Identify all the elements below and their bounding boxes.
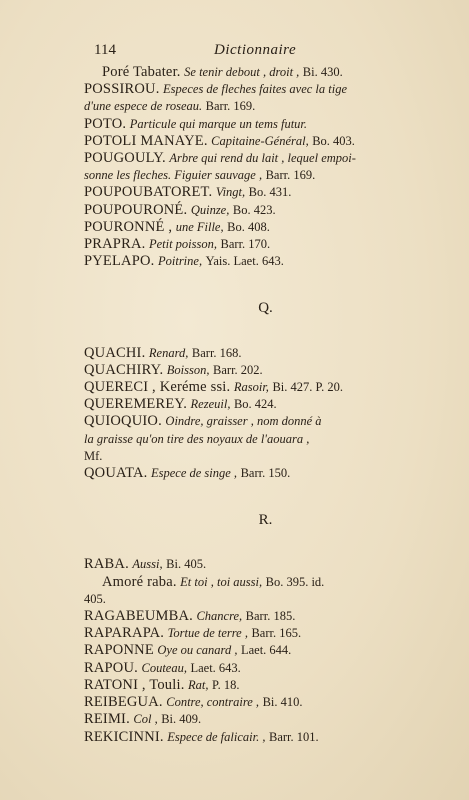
headword: POUGOULY. <box>84 150 166 167</box>
source-reference: Barr. 165. <box>251 626 302 641</box>
definition: Arbre qui rend du lait , lequel empoi- <box>169 151 356 166</box>
dictionary-entry <box>84 729 447 746</box>
definition: Petit poisson, <box>148 237 218 252</box>
headword: RAPONNE <box>84 642 154 659</box>
definition: une Fille, <box>175 219 224 234</box>
definition: Oye ou canard , <box>157 643 238 658</box>
source-reference: Bo. 395. id. <box>265 574 325 589</box>
headword: REIMI. <box>84 711 130 728</box>
source-reference: Laet. 644. <box>240 643 292 658</box>
headword: PYELAPO. <box>84 253 155 270</box>
source-reference: Barr. 169. <box>265 168 316 183</box>
headword: QUIOQUIO. <box>84 413 162 430</box>
source-reference: 405. <box>84 591 106 606</box>
section-heading-r: R. <box>258 512 273 529</box>
dictionary-entry <box>84 448 447 465</box>
dictionary-entry <box>84 150 447 167</box>
headword: REIBEGUA. <box>84 694 163 711</box>
definition: Couteau, <box>141 660 187 675</box>
source-reference: Bo. 424. <box>233 397 277 412</box>
headword: Amoré raba. <box>102 573 177 590</box>
source-reference: Bi. 427. P. 20. <box>272 380 343 395</box>
entry-block-r <box>84 556 447 745</box>
source-reference: Barr. 168. <box>191 345 242 360</box>
headword: POURONNÉ , <box>84 218 173 235</box>
dictionary-entry <box>84 202 447 219</box>
dictionary-entry <box>84 711 447 728</box>
source-reference: Bi. 410. <box>262 695 303 710</box>
definition: Poitrine, <box>157 254 203 269</box>
definition: Chancre, <box>196 609 243 624</box>
dictionary-entry <box>84 625 447 642</box>
headword: POUPOURONÉ. <box>84 201 188 218</box>
headword: RAGABEUMBA. <box>84 608 193 625</box>
entry-list <box>84 64 447 746</box>
headword: RATONI , Touli. <box>84 676 185 693</box>
definition: Espece de singe , <box>150 466 238 481</box>
dictionary-entry <box>84 379 447 396</box>
dictionary-entry <box>84 574 447 591</box>
definition: Vingt, <box>215 185 246 200</box>
definition: Especes de fleches faites avec la tige <box>163 82 348 97</box>
source-reference: Bo. 431. <box>248 185 292 200</box>
dictionary-entry <box>84 184 447 201</box>
headword: RABA. <box>84 556 129 573</box>
entry-block-q <box>84 345 447 483</box>
dictionary-entry <box>84 133 447 150</box>
definition-continuation: d'une espece de roseau. <box>84 99 203 114</box>
definition: Aussi, <box>132 557 163 572</box>
dictionary-entry <box>84 660 447 677</box>
definition: Col , <box>133 712 158 727</box>
headword: QUERECI , Keréme ssi. <box>84 379 231 396</box>
headword: RAPARAPA. <box>84 625 165 642</box>
definition: Renard, <box>148 345 189 360</box>
definition-continuation: la graisse qu'on tire des noyaux de l'aouara , <box>84 431 310 446</box>
dictionary-entry <box>84 677 447 694</box>
definition: Se tenir debout , droit , <box>184 65 300 79</box>
headword: Poré Tabater. <box>102 64 181 80</box>
definition: Rasoir, <box>233 380 269 395</box>
source-reference: Bi. 430. <box>302 65 343 79</box>
headword: POTO. <box>84 115 127 132</box>
definition: Oindre, graisser , nom donné à <box>165 414 322 429</box>
entry-block-p <box>84 64 447 270</box>
source-reference: Barr. 185. <box>245 609 296 624</box>
source-reference: Bo. 408. <box>227 219 270 234</box>
source-reference: P. 18. <box>212 677 240 692</box>
dictionary-entry <box>84 694 447 711</box>
definition: Boisson, <box>166 362 210 377</box>
dictionary-entry <box>84 396 447 413</box>
dictionary-entry <box>84 465 447 482</box>
dictionary-entry <box>84 236 447 253</box>
source-reference: Yais. Laet. 643. <box>205 254 284 269</box>
page-number: 114 <box>94 42 116 58</box>
headword: POSSIROU. <box>84 81 160 98</box>
dictionary-entry <box>84 98 447 115</box>
headword: QUACHI. <box>84 344 146 361</box>
dictionary-entry <box>84 167 447 184</box>
dictionary-entry <box>84 81 447 98</box>
page-title: Dictionnaire <box>214 42 297 58</box>
source-reference: Barr. 150. <box>240 466 291 481</box>
definition-continuation: sonne les fleches. Figuier sauvage , <box>84 168 263 183</box>
headword: POUPOUBATORET. <box>84 184 213 201</box>
headword: QUEREMEREY. <box>84 396 188 413</box>
headword: QUACHIRY. <box>84 361 164 378</box>
source-reference: Mf. <box>84 448 103 463</box>
definition: Et toi , toi aussi, <box>180 574 263 589</box>
dictionary-entry <box>84 642 447 659</box>
dictionary-entry <box>84 116 447 133</box>
dictionary-entry <box>84 413 447 430</box>
source-reference: Barr. 170. <box>220 237 271 252</box>
dictionary-entry <box>84 556 447 573</box>
dictionary-entry <box>84 608 447 625</box>
source-reference: Bi. 405. <box>166 557 207 572</box>
dictionary-entry <box>84 64 447 81</box>
headword: REKICINNI. <box>84 728 164 745</box>
source-reference: Barr. 169. <box>205 99 256 114</box>
definition: Rezeuil, <box>190 397 231 412</box>
dictionary-entry <box>84 362 447 379</box>
definition: Tortue de terre , <box>167 626 248 641</box>
headword: PRAPRA. <box>84 236 146 253</box>
definition: Contre, contraire , <box>166 695 260 710</box>
dictionary-entry <box>84 219 447 236</box>
definition: Quinze, <box>190 202 230 217</box>
definition: Capitaine-Général, <box>211 133 309 148</box>
definition: Rat, <box>188 677 209 692</box>
source-reference: Bi. 409. <box>161 712 202 727</box>
source-reference: Bo. 423. <box>232 202 276 217</box>
headword: POTOLI MANAYE. <box>84 132 208 149</box>
source-reference: Laet. 643. <box>190 660 241 675</box>
headword: RAPOU. <box>84 659 138 676</box>
source-reference: Bo. 403. <box>312 133 355 148</box>
source-reference: Barr. 202. <box>213 362 263 377</box>
dictionary-entry <box>84 345 447 362</box>
headword: QOUATA. <box>84 465 148 482</box>
source-reference: Barr. 101. <box>268 729 319 744</box>
dictionary-entry <box>84 431 447 448</box>
dictionary-entry <box>84 591 447 608</box>
section-heading-q: Q. <box>258 300 273 317</box>
definition: Particule qui marque un tems futur. <box>129 116 308 131</box>
page-header <box>94 42 439 62</box>
definition: Espece de falicair. , <box>167 729 266 744</box>
dictionary-entry <box>84 253 447 270</box>
